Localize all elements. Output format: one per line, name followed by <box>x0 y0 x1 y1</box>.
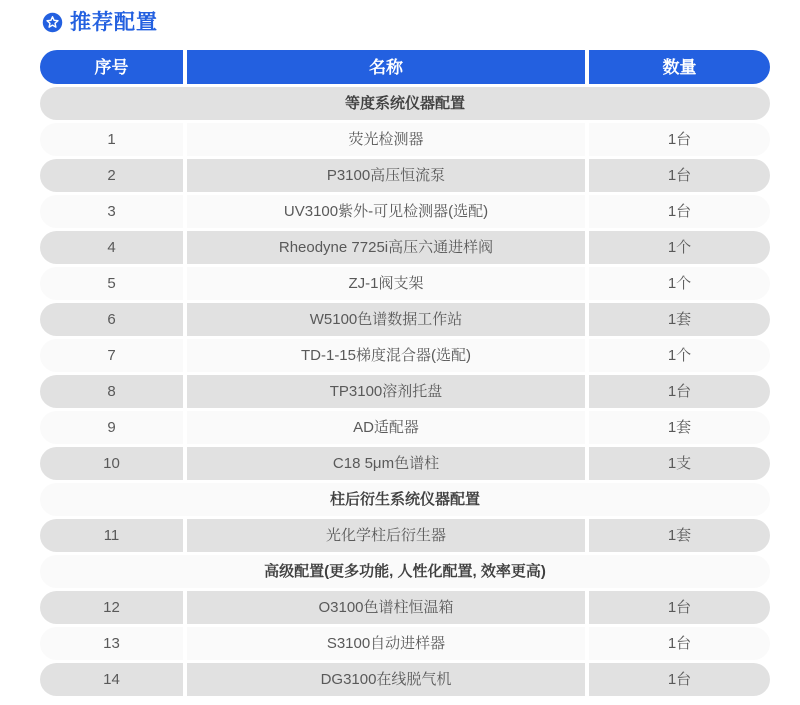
row-cell-no: 4 <box>40 231 183 264</box>
table-row <box>40 375 770 408</box>
row-cell-name: ZJ-1阀支架 <box>187 267 585 300</box>
row-cell-qty: 1个 <box>589 339 770 372</box>
table-row <box>40 195 770 228</box>
table-header-row <box>40 50 770 84</box>
header-cell-name: 名称 <box>187 50 585 84</box>
table-row <box>40 447 770 480</box>
row-cell-name: S3100自动进样器 <box>187 627 585 660</box>
row-cell-name: DG3100在线脱气机 <box>187 663 585 696</box>
row-cell-qty: 1台 <box>589 195 770 228</box>
row-cell-qty: 1台 <box>589 159 770 192</box>
row-cell-no: 8 <box>40 375 183 408</box>
table-body <box>40 87 770 696</box>
row-cell-qty: 1台 <box>589 627 770 660</box>
row-cell-no: 9 <box>40 411 183 444</box>
row-cell-name: TP3100溶剂托盘 <box>187 375 585 408</box>
row-cell-qty: 1个 <box>589 267 770 300</box>
star-badge-icon <box>42 12 63 33</box>
row-cell-no: 1 <box>40 123 183 156</box>
row-cell-qty: 1台 <box>589 663 770 696</box>
table-row <box>40 267 770 300</box>
row-cell-no: 5 <box>40 267 183 300</box>
row-cell-name: TD-1-15梯度混合器(选配) <box>187 339 585 372</box>
row-cell-name: UV3100紫外-可见检测器(选配) <box>187 195 585 228</box>
table-row <box>40 123 770 156</box>
row-cell-name: P3100高压恒流泵 <box>187 159 585 192</box>
config-table <box>40 50 770 696</box>
row-cell-name: 荧光检测器 <box>187 123 585 156</box>
section-row <box>40 555 770 588</box>
table-row <box>40 519 770 552</box>
row-cell-no: 14 <box>40 663 183 696</box>
row-cell-qty: 1支 <box>589 447 770 480</box>
table-row <box>40 231 770 264</box>
header-cell-qty: 数量 <box>589 50 770 84</box>
section-title: 等度系统仪器配置 <box>40 87 770 120</box>
header-cell-no: 序号 <box>40 50 183 84</box>
row-cell-name: 光化学柱后衍生器 <box>187 519 585 552</box>
row-cell-no: 10 <box>40 447 183 480</box>
row-cell-name: AD适配器 <box>187 411 585 444</box>
row-cell-qty: 1套 <box>589 411 770 444</box>
row-cell-no: 11 <box>40 519 183 552</box>
table-row <box>40 159 770 192</box>
page-title-text: 推荐配置 <box>70 10 158 34</box>
row-cell-no: 2 <box>40 159 183 192</box>
section-title: 柱后衍生系统仪器配置 <box>40 483 770 516</box>
table-row <box>40 411 770 444</box>
row-cell-name: W5100色谱数据工作站 <box>187 303 585 336</box>
row-cell-qty: 1套 <box>589 303 770 336</box>
row-cell-qty: 1个 <box>589 231 770 264</box>
row-cell-no: 7 <box>40 339 183 372</box>
row-cell-no: 6 <box>40 303 183 336</box>
row-cell-no: 12 <box>40 591 183 624</box>
row-cell-qty: 1套 <box>589 519 770 552</box>
section-row <box>40 87 770 120</box>
row-cell-qty: 1台 <box>589 591 770 624</box>
table-row <box>40 591 770 624</box>
section-title: 高级配置(更多功能, 人性化配置, 效率更高) <box>40 555 770 588</box>
page-title <box>42 10 770 34</box>
table-row <box>40 339 770 372</box>
table-row <box>40 627 770 660</box>
row-cell-name: O3100色谱柱恒温箱 <box>187 591 585 624</box>
row-cell-no: 13 <box>40 627 183 660</box>
row-cell-qty: 1台 <box>589 123 770 156</box>
row-cell-qty: 1台 <box>589 375 770 408</box>
table-row <box>40 663 770 696</box>
table-row <box>40 303 770 336</box>
section-row <box>40 483 770 516</box>
row-cell-name: Rheodyne 7725i高压六通进样阀 <box>187 231 585 264</box>
row-cell-name: C18 5μm色谱柱 <box>187 447 585 480</box>
row-cell-no: 3 <box>40 195 183 228</box>
